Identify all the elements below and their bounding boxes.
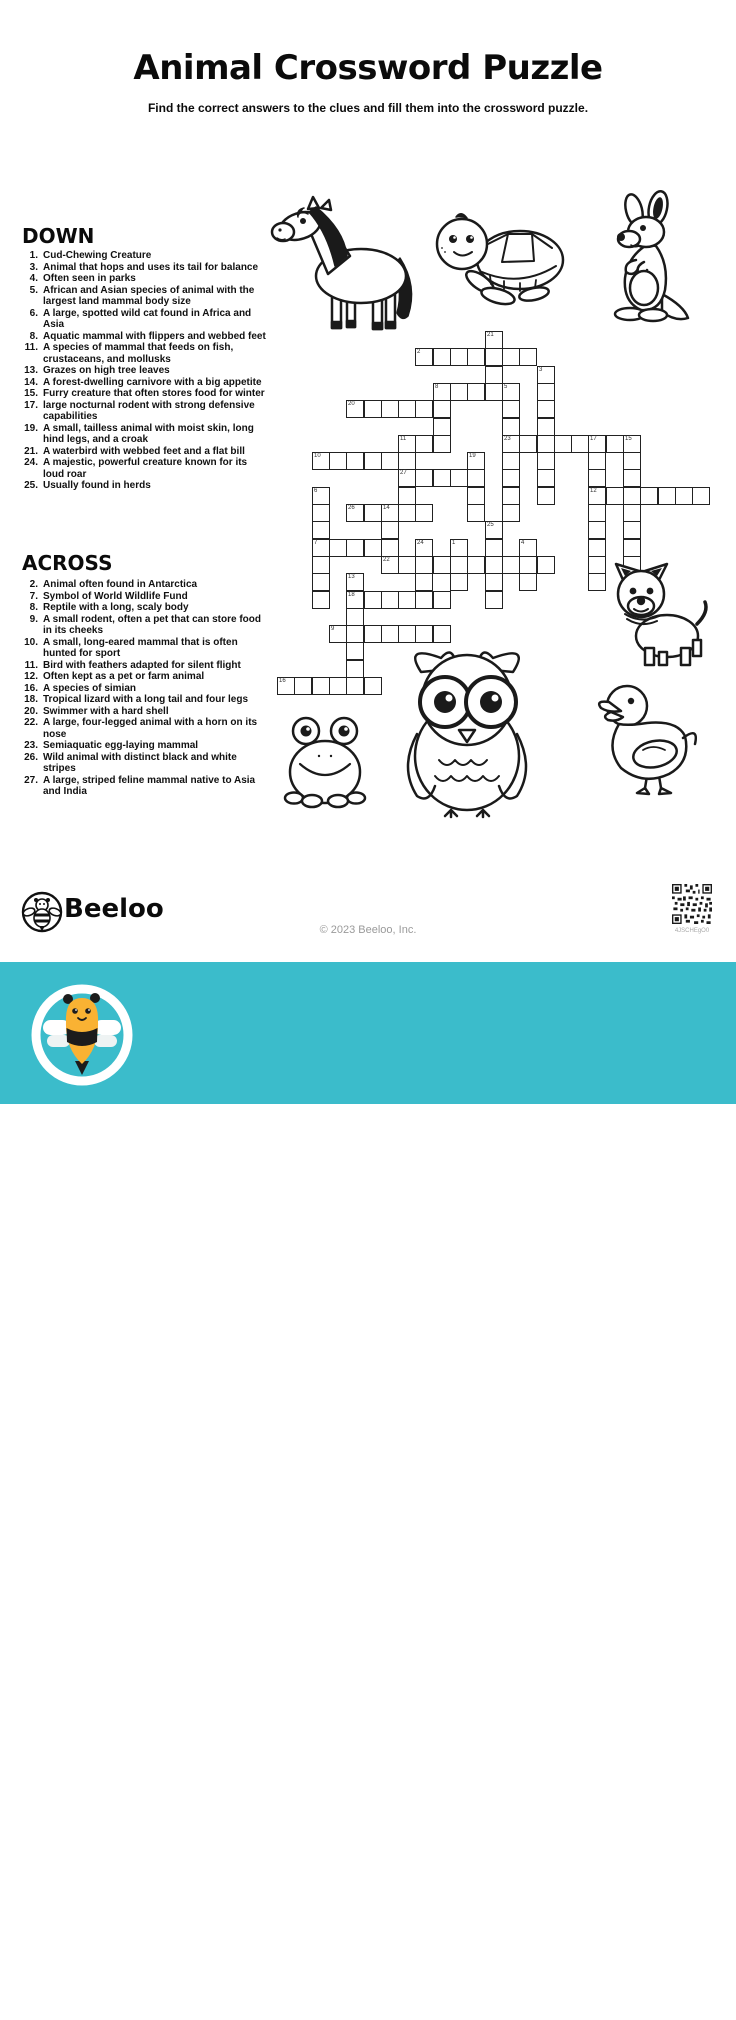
clue-item — [22, 717, 280, 740]
grid-cell[interactable] — [346, 504, 364, 522]
clue-number: 22. — [24, 717, 38, 728]
clue-number: 21. — [24, 445, 38, 457]
grid-cell[interactable] — [519, 435, 537, 453]
clue-number: 26. — [24, 751, 38, 763]
grid-cell[interactable] — [381, 539, 399, 557]
cell-number: 27 — [400, 470, 407, 476]
grid-cell[interactable] — [346, 591, 364, 609]
grid-cell[interactable] — [537, 469, 555, 487]
grid-cell[interactable] — [364, 625, 382, 643]
grid-cell[interactable] — [502, 504, 520, 522]
grid-cell[interactable] — [433, 383, 451, 401]
grid-cell[interactable] — [623, 504, 641, 522]
grid-cell[interactable] — [502, 400, 520, 418]
clue-text: Swimmer with a hard shell — [43, 705, 169, 717]
grid-cell[interactable] — [346, 573, 364, 591]
grid-cell[interactable] — [415, 435, 433, 453]
cell-number: 4 — [521, 540, 525, 546]
grid-cell[interactable] — [623, 487, 641, 505]
cell-number: 13 — [348, 574, 355, 580]
clue-text: A species of mammal that feeds on fish, crustaceans, and mollusks — [43, 342, 234, 365]
clue-item — [22, 694, 280, 706]
clue-number: 20. — [24, 705, 38, 717]
grid-cell[interactable] — [588, 487, 606, 505]
clue-number: 16. — [24, 682, 38, 694]
grid-cell[interactable] — [502, 418, 520, 436]
sea-turtle-illustration — [432, 204, 570, 312]
grid-cell[interactable] — [485, 521, 503, 539]
grid-cell[interactable] — [398, 504, 416, 522]
clue-number: 9. — [29, 613, 38, 625]
clue-item — [22, 388, 280, 400]
clue-number: 17. — [24, 399, 38, 411]
category-banner — [0, 962, 736, 2020]
clue-item — [22, 683, 280, 695]
duck-illustration — [595, 676, 703, 798]
clue-item — [22, 660, 280, 672]
clue-text: A majestic, powerful creature known for its loud roar — [43, 457, 248, 480]
qr-caption: 4JSCHEgO0 — [674, 928, 710, 934]
clue-text: A small rodent, often a pet that can store food in its cheeks — [43, 613, 261, 636]
grid-cell[interactable] — [588, 521, 606, 539]
cell-number: 20 — [348, 401, 355, 407]
grid-cell[interactable] — [537, 556, 555, 574]
grid-cell[interactable] — [450, 383, 468, 401]
down-heading: DOWN — [22, 224, 95, 248]
clue-text: Wild animal with distinct black and white stripes — [43, 751, 237, 774]
grid-cell[interactable] — [381, 504, 399, 522]
grid-cell[interactable] — [433, 418, 451, 436]
clue-text: Grazes on high tree leaves — [43, 365, 170, 376]
clue-item — [22, 273, 280, 285]
clue-text: Symbol of World Wildlife Fund — [43, 590, 188, 602]
grid-cell[interactable] — [554, 435, 572, 453]
grid-cell[interactable] — [312, 504, 330, 522]
cell-number: 11 — [400, 436, 407, 442]
grid-cell[interactable] — [623, 469, 641, 487]
cell-number: 21 — [487, 332, 494, 338]
banner-title: Crossword — [266, 1960, 594, 2020]
grid-cell[interactable] — [485, 556, 503, 574]
clue-item — [22, 579, 280, 591]
clue-number: 14. — [24, 376, 38, 388]
grid-cell[interactable] — [346, 539, 364, 557]
grid-cell[interactable] — [415, 400, 433, 418]
clue-number: 24. — [24, 457, 38, 468]
cell-number: 22 — [383, 557, 390, 563]
cell-number: 15 — [625, 436, 632, 442]
grid-cell[interactable] — [312, 573, 330, 591]
cell-number: 18 — [348, 592, 355, 598]
clue-number: 2. — [29, 579, 38, 590]
grid-cell[interactable] — [415, 591, 433, 609]
grid-cell[interactable] — [467, 469, 485, 487]
cell-number: 7 — [314, 540, 318, 546]
clue-item — [22, 457, 280, 480]
grid-cell[interactable] — [658, 487, 676, 505]
grid-cell[interactable] — [467, 504, 485, 522]
page-title: Animal Crossword Puzzle — [133, 48, 603, 88]
clue-item — [22, 308, 280, 331]
clue-item — [22, 342, 280, 365]
frog-illustration — [282, 714, 370, 812]
cell-number: 14 — [383, 505, 390, 511]
grid-cell[interactable] — [588, 452, 606, 470]
clue-text: large nocturnal rodent with strong defensive capabilities — [43, 399, 255, 422]
grid-cell[interactable] — [381, 591, 399, 609]
grid-cell[interactable] — [502, 556, 520, 574]
grid-cell[interactable] — [467, 487, 485, 505]
grid-cell[interactable] — [485, 366, 503, 384]
grid-cell[interactable] — [623, 539, 641, 557]
clue-number: 6. — [29, 307, 38, 319]
cell-number: 16 — [279, 678, 286, 684]
page-subtitle: Find the correct answers to the clues and fill them into the crossword puzzle. — [147, 101, 589, 115]
grid-cell[interactable] — [519, 573, 537, 591]
grid-cell[interactable] — [623, 521, 641, 539]
grid-cell[interactable] — [346, 452, 364, 470]
grid-cell[interactable] — [537, 435, 555, 453]
grid-cell[interactable] — [467, 348, 485, 366]
clue-item — [22, 400, 280, 423]
clue-item — [22, 377, 280, 389]
clue-item — [22, 775, 280, 798]
clue-number: 13. — [24, 365, 38, 376]
clue-number: 8. — [29, 330, 38, 342]
grid-cell[interactable] — [398, 400, 416, 418]
grid-cell[interactable] — [623, 435, 641, 453]
clue-item — [22, 614, 280, 637]
grid-cell[interactable] — [346, 642, 364, 660]
grid-cell[interactable] — [398, 435, 416, 453]
clue-number: 25. — [24, 480, 38, 491]
grid-cell[interactable] — [485, 331, 503, 349]
clue-item — [22, 591, 280, 603]
clue-item — [22, 602, 280, 614]
grid-cell[interactable] — [364, 400, 382, 418]
grid-cell[interactable] — [312, 452, 330, 470]
grid-cell[interactable] — [433, 591, 451, 609]
clue-number: 18. — [24, 694, 38, 705]
clue-text: A large, striped feline mammal native to Asia and India — [43, 774, 256, 797]
across-heading: ACROSS — [22, 551, 113, 575]
grid-cell[interactable] — [364, 452, 382, 470]
grid-cell[interactable] — [415, 573, 433, 591]
grid-cell[interactable] — [588, 469, 606, 487]
clue-text: Furry creature that often stores food for winter — [43, 388, 265, 399]
clue-item — [22, 250, 280, 262]
clue-number: 10. — [24, 636, 38, 648]
clue-text: Cud-Chewing Creature — [43, 250, 152, 261]
grid-cell[interactable] — [415, 469, 433, 487]
clue-number: 11. — [24, 659, 38, 671]
copyright-text: © 2023 Beeloo, Inc. — [319, 924, 417, 936]
clue-text: Semiaquatic egg-laying mammal — [43, 740, 199, 751]
clue-text: Often kept as a pet or farm animal — [43, 671, 205, 682]
grid-cell[interactable] — [692, 487, 710, 505]
clue-text: Usually found in herds — [43, 480, 151, 491]
grid-cell[interactable] — [381, 400, 399, 418]
grid-cell[interactable] — [588, 539, 606, 557]
grid-cell[interactable] — [312, 487, 330, 505]
clue-item — [22, 706, 280, 718]
grid-cell[interactable] — [485, 383, 503, 401]
grid-cell[interactable] — [519, 556, 537, 574]
cell-number: 8 — [435, 384, 439, 390]
clue-item — [22, 446, 280, 458]
clue-number: 12. — [24, 671, 38, 682]
cell-number: 19 — [469, 453, 476, 459]
bee-badge-icon — [27, 980, 137, 1090]
grid-cell[interactable] — [537, 452, 555, 470]
grid-cell[interactable] — [364, 591, 382, 609]
down-clue-list — [22, 250, 280, 492]
grid-cell[interactable] — [606, 435, 624, 453]
cell-number: 24 — [417, 540, 424, 546]
clue-text: Animal often found in Antarctica — [43, 579, 198, 590]
clue-number: 5. — [29, 284, 38, 296]
clue-item — [22, 331, 280, 343]
grid-cell[interactable] — [312, 521, 330, 539]
grid-cell[interactable] — [588, 504, 606, 522]
brand-name: Beeloo — [64, 894, 164, 924]
cell-number: 12 — [590, 488, 597, 494]
clue-item — [22, 740, 280, 752]
grid-cell[interactable] — [537, 418, 555, 436]
grid-cell[interactable] — [433, 469, 451, 487]
clue-number: 15. — [24, 388, 38, 399]
grid-cell[interactable] — [450, 556, 468, 574]
grid-cell[interactable] — [588, 556, 606, 574]
grid-cell[interactable] — [398, 591, 416, 609]
clue-number: 19. — [24, 422, 38, 434]
owl-illustration — [391, 638, 543, 816]
grid-cell[interactable] — [329, 625, 347, 643]
grid-cell[interactable] — [502, 452, 520, 470]
grid-cell[interactable] — [485, 573, 503, 591]
cell-number: 2 — [417, 349, 421, 355]
grid-cell[interactable] — [485, 591, 503, 609]
grid-cell[interactable] — [588, 435, 606, 453]
clue-number: 27. — [24, 774, 38, 786]
grid-cell[interactable] — [640, 487, 658, 505]
grid-cell[interactable] — [312, 539, 330, 557]
cell-number: 23 — [504, 436, 511, 442]
clue-text: Often seen in parks — [43, 273, 136, 284]
clue-text: A large, four-legged animal with a horn on its nose — [43, 717, 258, 740]
grid-cell[interactable] — [502, 383, 520, 401]
grid-cell[interactable] — [312, 677, 330, 695]
grid-cell[interactable] — [433, 556, 451, 574]
grid-cell[interactable] — [675, 487, 693, 505]
clue-number: 8. — [29, 602, 38, 613]
grid-cell[interactable] — [398, 452, 416, 470]
grid-cell[interactable] — [433, 400, 451, 418]
clue-text: Animal that hops and uses its tail for balance — [43, 261, 259, 273]
across-clue-list — [22, 579, 280, 798]
clue-text: A forest-dwelling carnivore with a big appetite — [43, 376, 262, 388]
clue-text: A waterbird with webbed feet and a flat bill — [43, 445, 245, 457]
grid-cell[interactable] — [606, 487, 624, 505]
clue-number: 7. — [29, 590, 38, 602]
grid-cell[interactable] — [519, 348, 537, 366]
grid-cell[interactable] — [450, 539, 468, 557]
grid-cell[interactable] — [450, 348, 468, 366]
kangaroo-illustration — [584, 192, 692, 324]
clue-item — [22, 262, 280, 274]
clue-text: A species of simian — [43, 682, 136, 694]
grid-cell[interactable] — [312, 556, 330, 574]
cell-number: 10 — [314, 453, 321, 459]
clue-item — [22, 671, 280, 683]
grid-cell[interactable] — [346, 400, 364, 418]
clue-number: 4. — [29, 273, 38, 284]
clue-item — [22, 480, 280, 492]
grid-cell[interactable] — [415, 504, 433, 522]
grid-cell[interactable] — [415, 348, 433, 366]
cell-number: 9 — [331, 626, 335, 632]
grid-cell[interactable] — [329, 539, 347, 557]
grid-cell[interactable] — [571, 435, 589, 453]
grid-cell[interactable] — [398, 469, 416, 487]
grid-cell[interactable] — [588, 573, 606, 591]
cell-number: 5 — [504, 384, 508, 390]
clue-item — [22, 637, 280, 660]
grid-cell[interactable] — [398, 487, 416, 505]
grid-cell[interactable] — [467, 556, 485, 574]
grid-cell[interactable] — [381, 452, 399, 470]
grid-cell[interactable] — [450, 573, 468, 591]
clue-number: 11. — [24, 342, 38, 353]
grid-cell[interactable] — [485, 539, 503, 557]
cell-number: 1 — [452, 540, 456, 546]
grid-cell[interactable] — [433, 348, 451, 366]
grid-cell[interactable] — [364, 539, 382, 557]
grid-cell[interactable] — [294, 677, 312, 695]
clue-item — [22, 365, 280, 377]
grid-cell[interactable] — [364, 677, 382, 695]
grid-cell[interactable] — [346, 625, 364, 643]
grid-cell[interactable] — [329, 452, 347, 470]
grid-cell[interactable] — [346, 608, 364, 626]
grid-cell[interactable] — [537, 487, 555, 505]
grid-cell[interactable] — [398, 556, 416, 574]
grid-cell[interactable] — [537, 383, 555, 401]
cell-number: 26 — [348, 505, 355, 511]
clue-number: 23. — [24, 740, 38, 751]
clue-item — [22, 752, 280, 775]
grid-cell[interactable] — [502, 435, 520, 453]
clue-text: A small, tailless animal with moist skin, long hind legs, and a croak — [43, 422, 254, 445]
grid-cell[interactable] — [329, 677, 347, 695]
grid-cell[interactable] — [277, 677, 295, 695]
clue-number: 3. — [29, 261, 38, 273]
horse-illustration — [270, 196, 422, 338]
grid-cell[interactable] — [623, 452, 641, 470]
qr-code — [672, 884, 712, 924]
grid-cell[interactable] — [364, 504, 382, 522]
grid-cell[interactable] — [502, 348, 520, 366]
grid-cell[interactable] — [381, 556, 399, 574]
grid-cell[interactable] — [450, 469, 468, 487]
cell-number: 17 — [590, 436, 597, 442]
cell-number: 25 — [487, 522, 494, 528]
grid-cell[interactable] — [467, 383, 485, 401]
grid-cell[interactable] — [467, 452, 485, 470]
clue-text: Aquatic mammal with flippers and webbed feet — [43, 330, 266, 342]
clue-number: 1. — [29, 250, 38, 261]
grid-cell[interactable] — [346, 660, 364, 678]
grid-cell[interactable] — [537, 400, 555, 418]
clue-text: A large, spotted wild cat found in Africa and Asia — [43, 307, 252, 330]
grid-cell[interactable] — [415, 539, 433, 557]
grid-cell[interactable] — [485, 348, 503, 366]
cell-number: 3 — [539, 367, 543, 373]
clue-text: Reptile with a long, scaly body — [43, 602, 189, 613]
grid-cell[interactable] — [537, 366, 555, 384]
clue-text: African and Asian species of animal with the largest land mammal body size — [43, 284, 255, 307]
dog-illustration — [607, 562, 709, 670]
clue-text: A small, long-eared mammal that is often hunted for sport — [43, 636, 238, 659]
grid-cell[interactable] — [433, 435, 451, 453]
cell-number: 6 — [314, 488, 318, 494]
grid-cell[interactable] — [519, 539, 537, 557]
clue-text: Bird with feathers adapted for silent flight — [43, 659, 241, 671]
grid-cell[interactable] — [502, 487, 520, 505]
grid-cell[interactable] — [346, 677, 364, 695]
clue-item — [22, 423, 280, 446]
grid-cell[interactable] — [415, 556, 433, 574]
clue-item — [22, 285, 280, 308]
grid-cell[interactable] — [502, 469, 520, 487]
grid-cell[interactable] — [381, 521, 399, 539]
grid-cell[interactable] — [312, 591, 330, 609]
clue-text: Tropical lizard with a long tail and four legs — [43, 694, 249, 705]
